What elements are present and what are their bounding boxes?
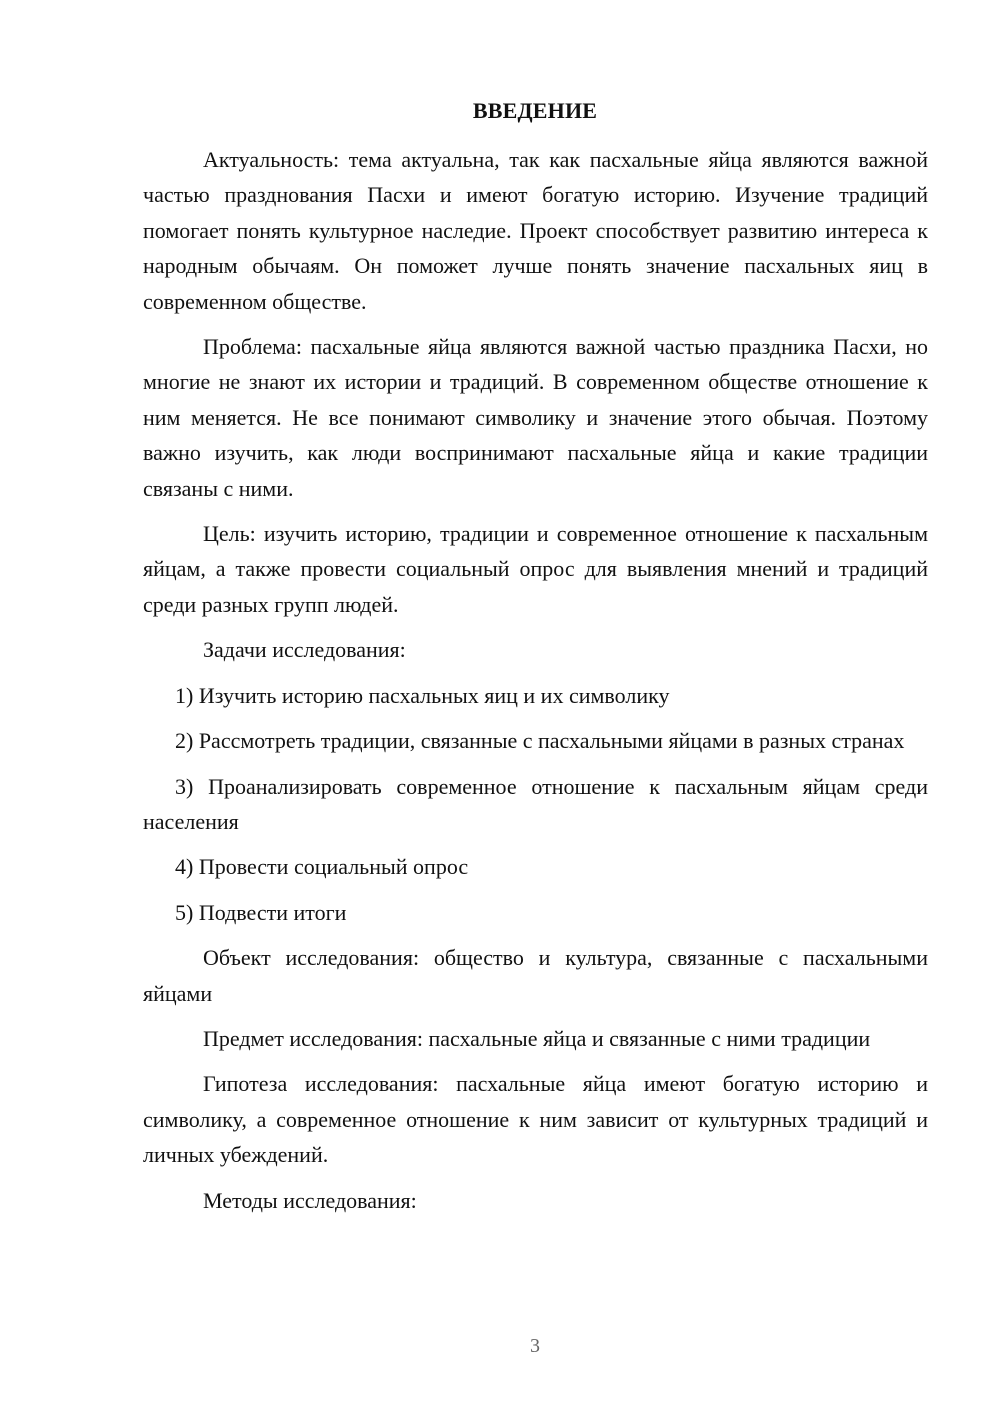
paragraph-goal: Цель: изучить историю, традиции и современное отношение к пасхальным яйцам, а также провести социальный опрос для выявления мнений и традиций среди разных групп людей. [143,521,928,617]
task-item-5: 5) Подвести итоги [175,899,347,925]
paragraph-relevance: Актуальность: тема актуальна, так как пасхальные яйца являются важной частью празднования Пасхи и имеют богатую историю. Изучение традиций помогает понять культурное наследие. Проект способствует развитию интереса к народным обычаям. Он поможет лучше понять значение пасхальных яиц в современном обществе. [143,147,928,314]
paragraph-methods: Методы исследования: [203,1187,417,1213]
document-body [143,142,928,1228]
page-title: ВВЕДЕНИЕ [472,98,598,123]
task-item-1: 1) Изучить историю пасхальных яиц и их символику [175,682,670,708]
paragraph-subject: Предмет исследования: пасхальные яйца и связанные с ними традиции [203,1025,871,1051]
paragraph-hypothesis: Гипотеза исследования: пасхальные яйца имеют богатую историю и символику, а современное отношение к ним зависит от культурных традиций и личных убеждений. [143,1071,928,1168]
task-item-4: 4) Провести социальный опрос [175,854,469,880]
task-item-2: 2) Рассмотреть традиции, связанные с пасхальными яйцами в разных странах [175,728,905,754]
paragraph-tasks-heading: Задачи исследования: [203,637,406,663]
task-item-3: 3) Проанализировать современное отношение к пасхальным яйцам среди населения [143,773,928,834]
paragraph-object: Объект исследования: общество и культура, связанные с пасхальными яйцами [143,945,928,1006]
paragraph-problem: Проблема: пасхальные яйца являются важной частью праздника Пасхи, но многие не знают их истории и традиций. В современном обществе отношение к ним меняется. Не все понимают символику и значение этого обычая. Поэтому важно изучить, как люди воспринимают пасхальные яйца и какие традиции связаны с ними. [143,334,928,501]
page-number: 3 [530,1335,540,1357]
